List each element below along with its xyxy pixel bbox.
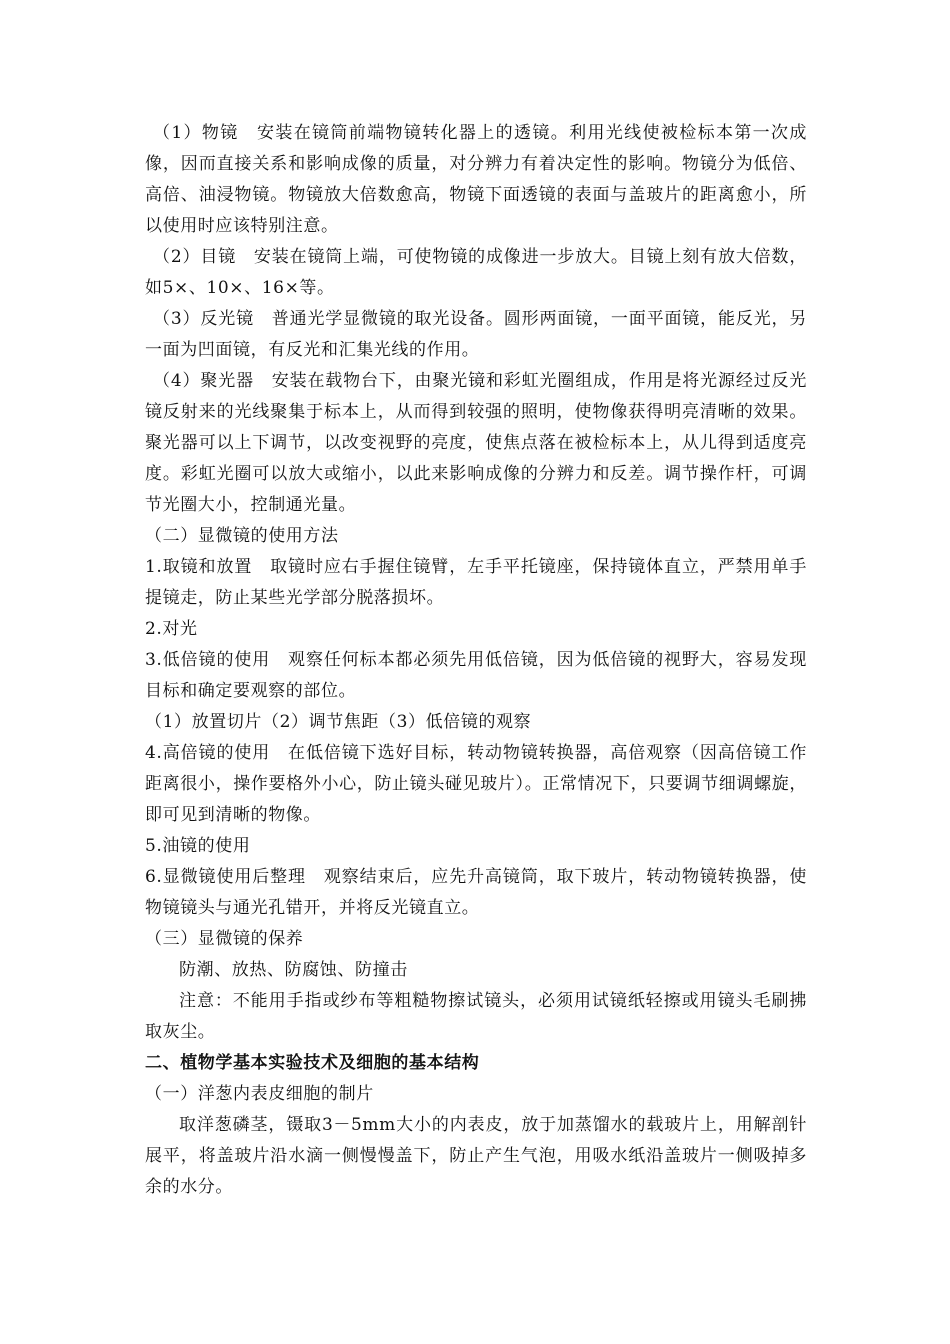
paragraph-onion-procedure: 取洋葱磷茎，镊取3－5mm大小的内表皮，放于加蒸馏水的载玻片上，用解剖针展平，将盖玻片沿水滴一侧慢慢盖下，防止产生气泡，用吸水纸沿盖玻片一侧吸掉多余的水分。 [145, 1115, 807, 1197]
paragraph-step-3-substeps: （1）放置切片（2）调节焦距（3）低倍镜的观察 [145, 712, 532, 732]
section-heading-usage: （二）显微镜的使用方法 [145, 526, 339, 546]
paragraph-eyepiece: （2）目镜 安装在镜筒上端，可使物镜的成像进一步放大。目镜上刻有放大倍数，如5×、10×、16×等。 [145, 247, 807, 298]
paragraph-mirror: （3）反光镜 普通光学显微镜的取光设备。圆形两面镜，一面平面镜，能反光，另一面为凹面镜，有反光和汇集光线的作用。 [145, 309, 807, 360]
paragraph-step-6: 6.显微镜使用后整理 观察结束后，应先升高镜筒，取下玻片，转动物镜转换器，使物镜镜头与通光孔错开，并将反光镜直立。 [145, 867, 807, 918]
paragraph-step-3: 3.低倍镜的使用 观察任何标本都必须先用低倍镜，因为低倍镜的视野大，容易发现目标和确定要观察的部位。 [145, 650, 807, 701]
paragraph-step-1: 1.取镜和放置 取镜时应右手握住镜臂，左手平托镜座，保持镜体直立，严禁用单手提镜走，防止某些光学部分脱落损坏。 [145, 557, 807, 608]
section-heading-onion-slide: （一）洋葱内表皮细胞的制片 [145, 1084, 374, 1104]
chapter-heading: 二、植物学基本实验技术及细胞的基本结构 [145, 1053, 480, 1073]
section-heading-maintenance: （三）显微镜的保养 [145, 929, 304, 949]
document-page [145, 118, 807, 1203]
paragraph-step-2: 2.对光 [145, 619, 198, 639]
paragraph-condenser: （4）聚光器 安装在载物台下，由聚光镜和彩虹光圈组成，作用是将光源经过反光镜反射来的光线聚集于标本上，从而得到较强的照明，使物像获得明亮清晰的效果。聚光器可以上下调节，以改变视野的亮度，使焦点落在被检标本上，从儿得到适度亮度。彩虹光圈可以放大或缩小，以此来影响成像的分辨力和反差。调节操作杆，可调节光圈大小，控制通光量。 [145, 371, 807, 515]
paragraph-step-5: 5.油镜的使用 [145, 836, 251, 856]
paragraph-maintenance-list: 防潮、放热、防腐蚀、防撞击 [179, 960, 408, 980]
paragraph-objective-lens: （1）物镜 安装在镜筒前端物镜转化器上的透镜。利用光线使被检标本第一次成像，因而直接关系和影响成像的质量，对分辨力有着决定性的影响。物镜分为低倍、高倍、油浸物镜。物镜放大倍数愈高，物镜下面透镜的表面与盖玻片的距离愈小，所以使用时应该特别注意。 [145, 123, 807, 236]
paragraph-step-4: 4.高倍镜的使用 在低倍镜下选好目标，转动物镜转换器，高倍观察（因高倍镜工作距离很小，操作要格外小心，防止镜头碰见玻片）。正常情况下，只要调节细调螺旋，即可见到清晰的物像。 [145, 743, 807, 825]
paragraph-maintenance-note: 注意：不能用手指或纱布等粗糙物擦试镜头，必须用试镜纸轻擦或用镜头毛刷拂取灰尘。 [145, 991, 807, 1042]
